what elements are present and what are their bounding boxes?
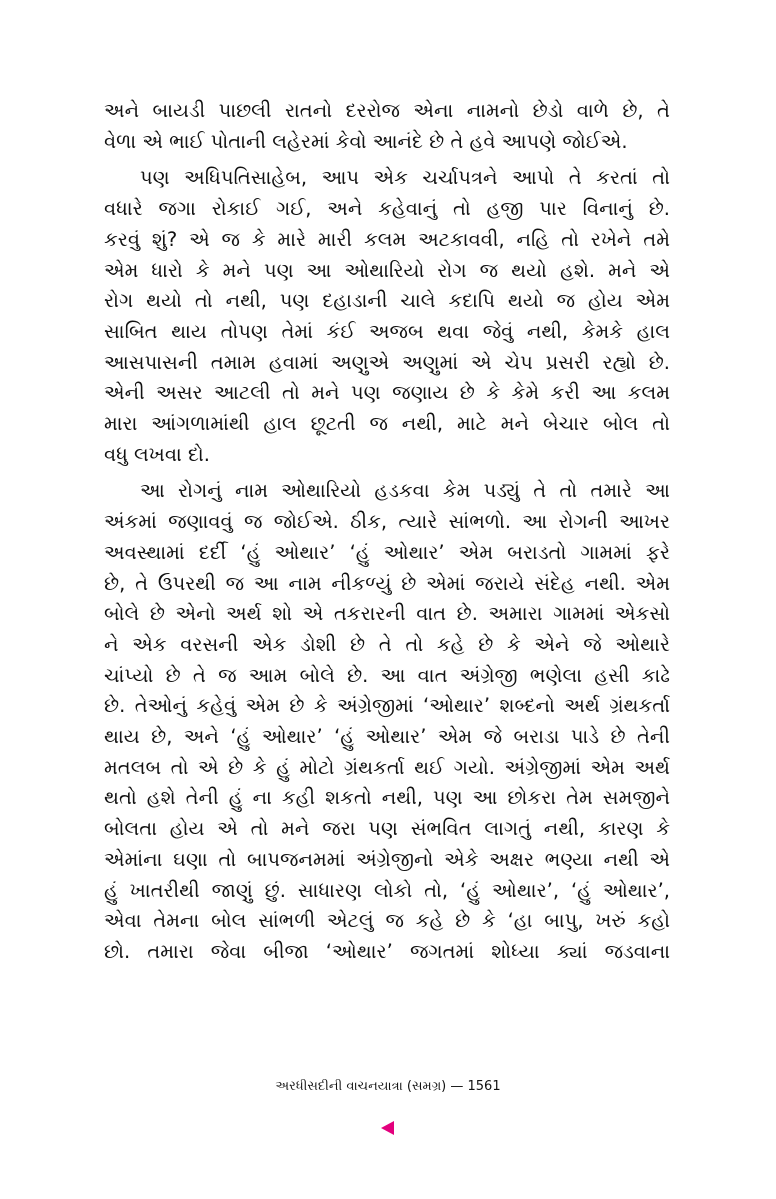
text-line: મારા આંગળામાંથી હાલ છૂટતી જ નથી, માટે મને બેચાર બોલ તો [104,412,670,436]
text-line: વધારે જગા રોકાઈ ગઈ, અને કહેવાનું તો હજી પાર વિનાનું છે. [104,197,670,221]
text-line: વધુ લખવા દો. [104,442,210,466]
text-line: છો. તમારા જેવા બીજા ‘ઓથાર’ જગતમાં શોધ્યા ક્યાં જડવાના [104,939,670,963]
text-line: અંકમાં જણાવવું જ જોઈએ. ઠીક, ત્યારે સાંભળો. આ રોગની આખર [104,510,670,534]
text-line: એની અસર આટલી તો મને પણ જણાય છે કે કેમે કરી આ કલમ [104,381,670,405]
text-line: વેળા એ ભાઈ પોતાની લહેરમાં કેવો આનંદે છે તે હવે આપણે જોઈએ. [104,129,628,153]
text-line: એમ ધારો કે મને પણ આ ઓથારિયો રોગ જ થયો હશે. મને એ [104,258,670,282]
text-line: બોલે છે એનો અર્થ શો એ તકરારની વાત છે. અમારા ગામમાં એકસો [104,602,670,626]
text-line: થતો હશે તેની હું ના કહી શકતો નથી, પણ આ છોકરા તેમ સમજીને [104,786,670,810]
text-line: આ રોગનું નામ ઓથારિયો હડકવા કેમ પડ્યું તે તો તમારે આ [140,479,670,503]
text-line: આસપાસની તમામ હવામાં અણુએ અણુમાં એ ચેપ પ્રસરી રહ્યો છે. [104,350,670,374]
text-line: એવા તેમના બોલ સાંભળી એટલું જ કહે છે કે ‘હા બાપુ, ખરું કહો [104,909,670,933]
text-line: છે, તે ઉપરથી જ આ નામ નીકળ્યું છે એમાં જરાયે સંદેહ નથી. એમ [104,571,670,595]
text-line: ચાંપ્યો છે તે જ આમ બોલે છે. આ વાત અંગ્રેજી ભણેલા હસી કાઢે [104,663,670,687]
text-line: છે. તેઓનું કહેવું એમ છે કે અંગ્રેજીમાં ‘ઓથાર’ શબ્દનો અર્થ ગ્રંથકર્તા [104,694,670,718]
page-footer: અરધીસદીની વાચનયાત્રા (સમગ્ર) — 1561 [275,1079,501,1094]
text-line: થાય છે, અને ‘હું ઓથાર’ ‘હું ઓથાર’ એમ જે બરાડા પાડે છે તેની [104,725,670,749]
text-line: અવસ્થામાં દર્દી ‘હું ઓથાર’ ‘હું ઓથાર’ એમ બરાડતો ગામમાં ફરે [104,540,670,564]
text-line: સાબિત થાય તોપણ તેમાં કંઈ અજબ થવા જેવું નથી, કેમકે હાલ [104,319,670,343]
text-line: હું ખાતરીથી જાણું છું. સાધારણ લોકો તો, ‘હું ઓથાર’, ‘હું ઓથાર’, [104,878,670,902]
body-text [104,96,670,968]
text-line: મતલબ તો એ છે કે હું મોટો ગ્રંથકર્તા થઈ ગયો. અંગ્રેજીમાં એમ અર્થ [104,755,670,779]
text-line: કરવું શું? એ જ કે મારે મારી કલમ અટકાવવી, નહિ તો રખેને તમે [104,227,670,251]
text-line: બોલતા હોય એ તો મને જરા પણ સંભવિત લાગતું નથી, કારણ કે [104,817,670,841]
text-line: અને બાયડી પાછલી રાતનો દરરોજ એના નામનો છેડો વાળે છે, તે [104,99,670,122]
text-line: ને એક વરસની એક ડોશી છે તે તો કહે છે કે એને જે ઓથારે [104,632,670,656]
paragraph-2 [104,163,670,470]
text-line: એમાંના ઘણા તો બાપજનમમાં અંગ્રેજીનો એકે અક્ષર ભણ્યા નથી એ [104,847,670,871]
previous-page-arrow-icon[interactable] [381,1121,394,1135]
text-line: પણ અધિપતિસાહેબ, આપ એક ચર્ચાપત્રને આપો તે કરતાં તો [140,166,670,190]
text-line: રોગ થયો તો નથી, પણ દહાડાની ચાલે કદાપિ થયો જ હોય એમ [104,289,670,313]
paragraph-3 [104,476,670,967]
paragraph-1 [104,96,670,157]
